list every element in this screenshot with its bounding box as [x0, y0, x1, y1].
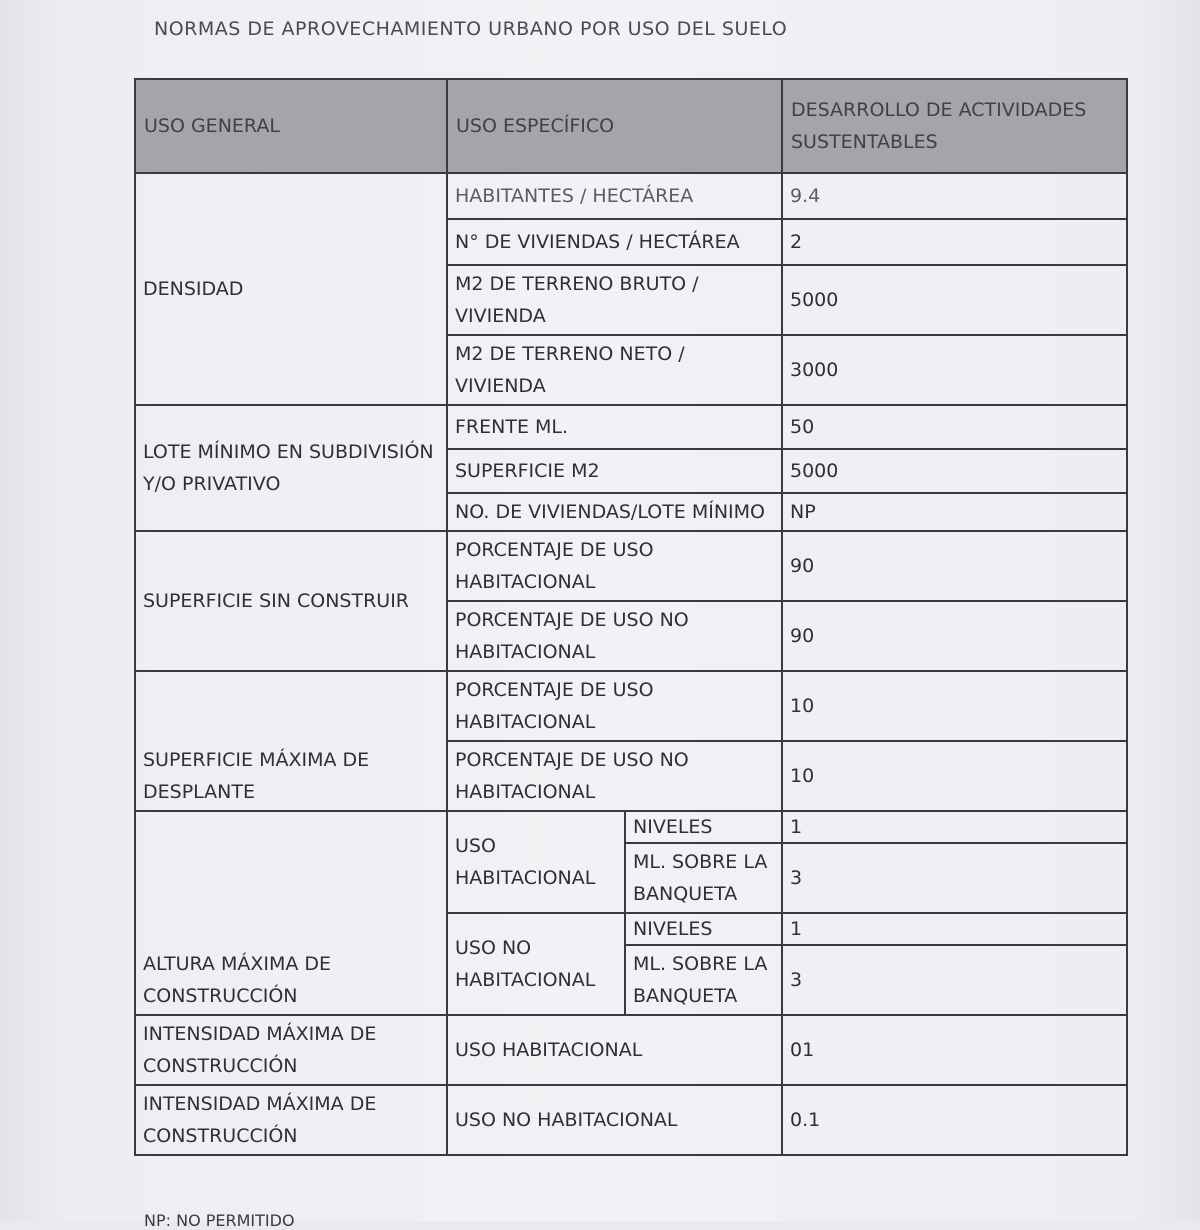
table-row	[135, 531, 1127, 601]
document-title: NORMAS DE APROVECHAMIENTO URBANO POR USO DEL SUELO	[154, 18, 788, 40]
header-row	[135, 79, 1127, 173]
general-lote-minimo: LOTE MÍNIMO EN SUBDIVISIÓN Y/O PRIVATIVO	[135, 405, 447, 531]
general-intensidad-maxima: INTENSIDAD MÁXIMA DE CONSTRUCCIÓN	[135, 1085, 447, 1155]
specific-label: HABITANTES / HECTÁREA	[447, 173, 782, 219]
value-cell: 50	[782, 405, 1127, 449]
specific-label: M2 DE TERRENO BRUTO / VIVIENDA	[447, 265, 782, 335]
table-row	[135, 1015, 1127, 1085]
value-cell: 5000	[782, 265, 1127, 335]
specific-label: SUPERFICIE M2	[447, 449, 782, 493]
table-row	[135, 1085, 1127, 1155]
footnote: NP: NO PERMITIDO	[144, 1211, 295, 1230]
specific-label: M2 DE TERRENO NETO / VIVIENDA	[447, 335, 782, 405]
ml-banqueta-label: ML. SOBRE LA BANQUETA	[625, 843, 782, 913]
specific-label: PORCENTAJE DE USO NO HABITACIONAL	[447, 741, 782, 811]
value-cell: 1	[782, 811, 1127, 843]
niveles-label: NIVELES	[625, 811, 782, 843]
value-cell: 3000	[782, 335, 1127, 405]
value-cell: 90	[782, 531, 1127, 601]
value-cell: 9.4	[782, 173, 1127, 219]
general-densidad: DENSIDAD	[135, 173, 447, 405]
niveles-label: NIVELES	[625, 913, 782, 945]
value-cell: NP	[782, 493, 1127, 531]
specific-label: N° DE VIVIENDAS / HECTÁREA	[447, 219, 782, 265]
specific-label: FRENTE ML.	[447, 405, 782, 449]
table-row	[135, 173, 1127, 219]
specific-label: PORCENTAJE DE USO NO HABITACIONAL	[447, 601, 782, 671]
ml-banqueta-label: ML. SOBRE LA BANQUETA	[625, 945, 782, 1015]
header-desarrollo: DESARROLLO DE ACTIVIDADES SUSTENTABLES	[782, 79, 1127, 173]
specific-label: USO NO HABITACIONAL	[447, 1085, 782, 1155]
value-cell: 0.1	[782, 1085, 1127, 1155]
value-cell: 1	[782, 913, 1127, 945]
header-uso-general: USO GENERAL	[135, 79, 447, 173]
value-cell: 2	[782, 219, 1127, 265]
table-row	[135, 405, 1127, 449]
general-superficie-desplante: SUPERFICIE MÁXIMA DE DESPLANTE	[135, 671, 447, 811]
value-cell: 5000	[782, 449, 1127, 493]
specific-label: PORCENTAJE DE USO HABITACIONAL	[447, 671, 782, 741]
value-cell: 90	[782, 601, 1127, 671]
value-cell: 3	[782, 843, 1127, 913]
header-uso-especifico: USO ESPECÍFICO	[447, 79, 782, 173]
table-row	[135, 811, 1127, 843]
value-cell: 3	[782, 945, 1127, 1015]
general-superficie-sin-construir: SUPERFICIE SIN CONSTRUIR	[135, 531, 447, 671]
specific-label: USO HABITACIONAL	[447, 1015, 782, 1085]
general-intensidad-maxima: INTENSIDAD MÁXIMA DE CONSTRUCCIÓN	[135, 1015, 447, 1085]
specific-label: PORCENTAJE DE USO HABITACIONAL	[447, 531, 782, 601]
value-cell: 10	[782, 671, 1127, 741]
table-row	[135, 671, 1127, 741]
altura-uso-habitacional: USO HABITACIONAL	[447, 811, 625, 913]
altura-uso-no-habitacional: USO NO HABITACIONAL	[447, 913, 625, 1015]
specific-label: NO. DE VIVIENDAS/LOTE MÍNIMO	[447, 493, 782, 531]
general-altura-maxima: ALTURA MÁXIMA DE CONSTRUCCIÓN	[135, 811, 447, 1015]
value-cell: 10	[782, 741, 1127, 811]
value-cell: 01	[782, 1015, 1127, 1085]
land-use-norms-table	[134, 78, 1128, 1156]
